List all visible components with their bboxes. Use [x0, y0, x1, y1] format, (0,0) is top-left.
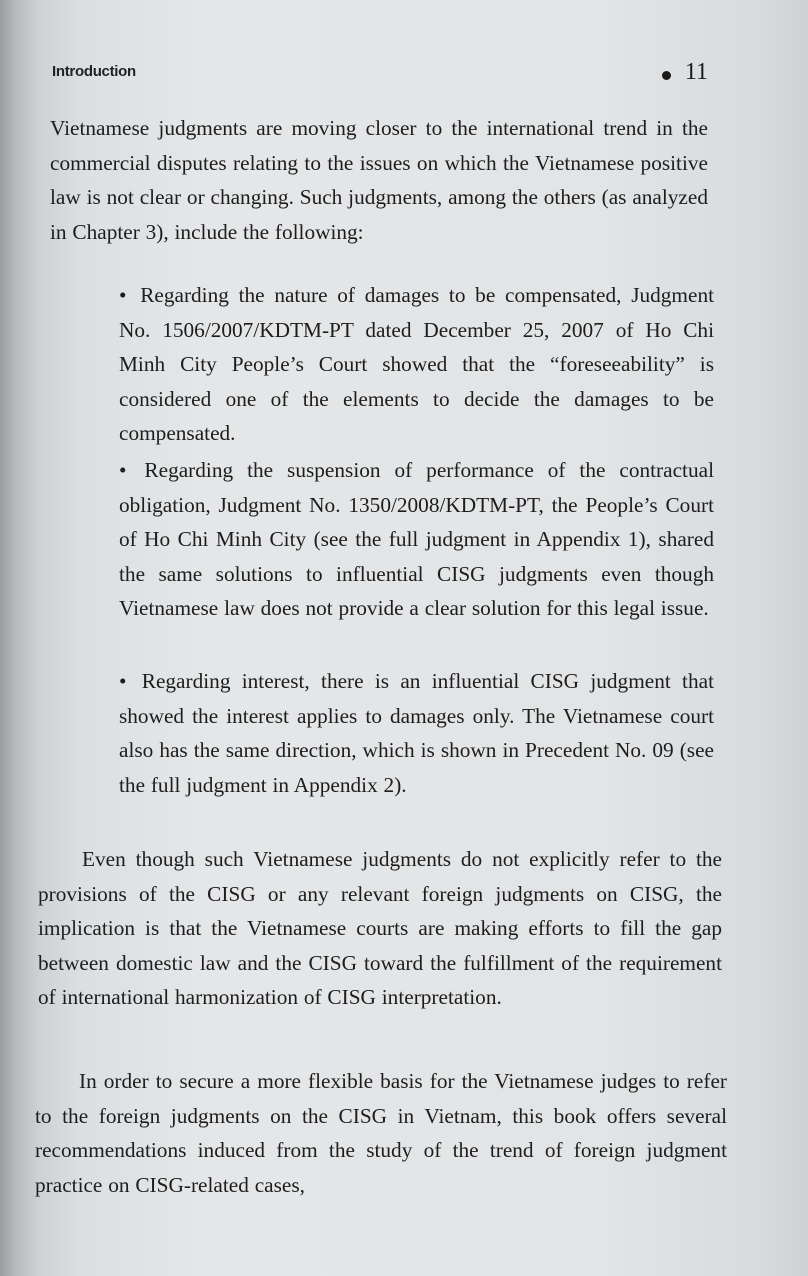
intro-paragraph: Vietnamese judgments are moving closer to the international trend in the commercial disputes relating to the issues on which the Vietnamese positive law is not clear or changing. Such judgments, among the others (as analyzed in Chapter 3), include the following:	[50, 116, 708, 244]
page-header	[52, 60, 708, 90]
page-number: 11	[684, 59, 708, 85]
bullet-text: Regarding the nature of damages to be compensated, Judgment No. 1506/2007/KDTM-PT dated December 25, 2007 of Ho Chi Minh City People’s Court showed that the “foreseeability” is considered one of the elements to decide the damages to be compensated.	[119, 283, 715, 445]
bullet-marker-icon: •	[119, 458, 127, 482]
bullet-marker-icon: •	[119, 669, 127, 693]
bullet-item-interest	[119, 664, 714, 802]
running-head: Introduction	[52, 63, 136, 80]
bullet-item-damages	[119, 278, 714, 451]
even-though-paragraph: Even though such Vietnamese judgments do not explicitly refer to the provisions of the CISG or any relevant foreign judgments on CISG, the implication is that the Vietnamese courts are making efforts to fill the gap between domestic law and the CISG toward the fulfillment of the requirement of international harmonization of CISG interpretation.	[38, 847, 722, 1009]
bullet-text: Regarding the suspension of performance of the contractual obligation, Judgment No. 1350/2008/KDTM-PT, the People’s Court of Ho Chi Minh City (see the full judgment in Appendix 1), shared the same solutions to influential CISG judgments even though Vietnamese law does not provide a clear solution for this legal issue.	[119, 458, 714, 620]
bullet-dot-icon	[662, 71, 671, 80]
in-order-paragraph: In order to secure a more flexible basis for the Vietnamese judges to refer to the foreign judgments on the CISG in Vietnam, this book offers several recommendations induced from the study of the trend of foreign judgment practice on CISG-related cases,	[35, 1069, 727, 1197]
bullet-text: Regarding interest, there is an influential CISG judgment that showed the interest applies to damages only. The Vietnamese court also has the same direction, which is shown in Precedent No. 09 (see the full judgment in Appendix 2).	[119, 669, 714, 797]
bullet-item-suspension	[119, 453, 714, 626]
bullet-marker-icon: •	[119, 283, 127, 307]
page-number-group	[662, 60, 708, 84]
